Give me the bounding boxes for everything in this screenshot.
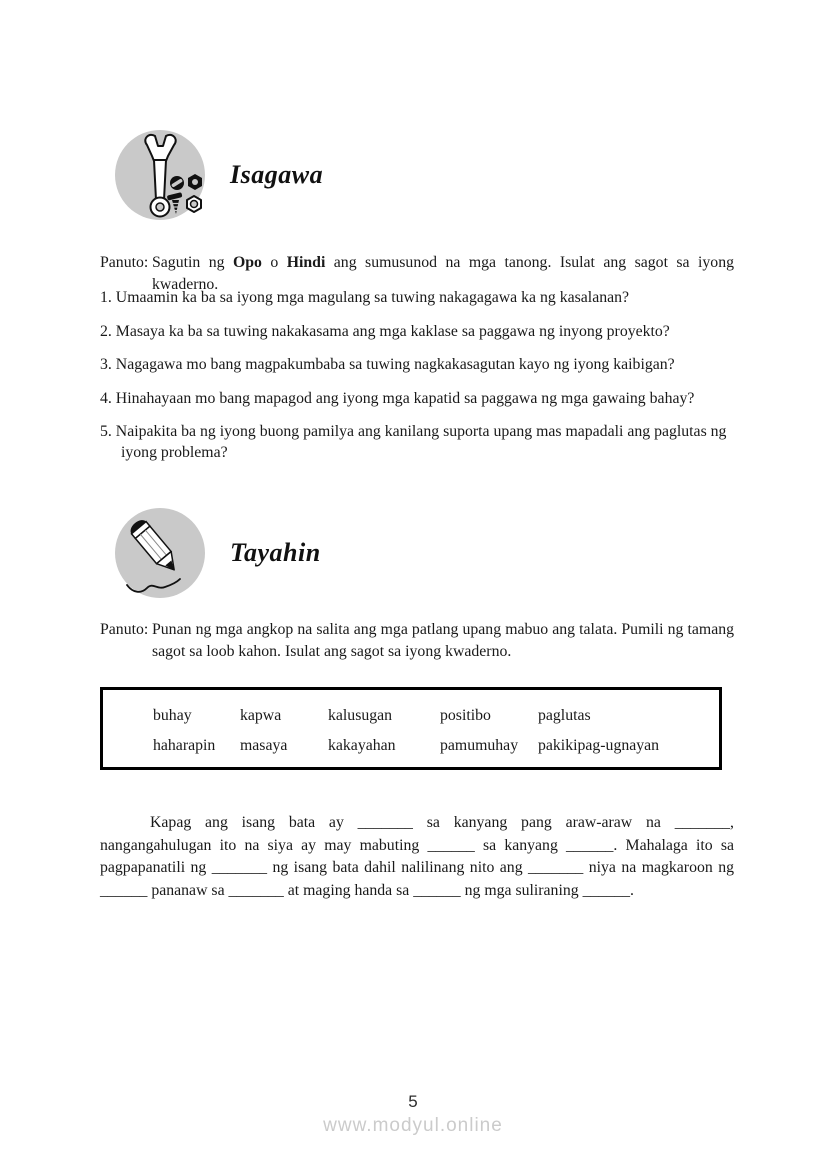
isagawa-header (114, 129, 323, 221)
wrench-and-bolts-icon (114, 129, 206, 221)
page-number: 5 (408, 1092, 418, 1111)
tayahin-header (114, 507, 321, 599)
fill-in-the-blanks-paragraph: Kapag ang isang bata ay _______ sa kanyang pang araw-araw na _______, nangangahulugan ito na siya ay may mabuting ______ sa kanyang ______. Mahalaga ito sa pagpapanatili ng _______ ng isang bata dahil nalilinang nito ang _______ niya na magkaroon ng ______ pananaw sa _______ at maging handa sa ______ ng mga suliraning ______. (100, 814, 734, 899)
word-bank-box (100, 687, 722, 770)
isagawa-instruction: Sagutin ng Opo o Hindi ang sumusunod na mga tanong. Isulat ang sagot sa iyong kwaderno. (152, 254, 734, 293)
question-1: 1. Umaamin ka ba sa iyong mga magulang sa tuwing nakagagawa ka ng kasalanan? (100, 289, 630, 306)
word-item: haharapin (153, 737, 216, 754)
tayahin-panuto (100, 619, 734, 663)
word-bank-row-1 (153, 701, 719, 731)
tayahin-instruction: Punan ng mga angkop na salita ang mga patlang upang mabuo ang talata. Pumili ng tamang sagot sa loob kahon. Isulat ang sagot sa iyong kwaderno. (152, 621, 734, 660)
word-item: kapwa (240, 707, 282, 724)
word-item: positibo (440, 707, 491, 724)
opo-bold: Opo (232, 254, 262, 271)
word-item: paglutas (538, 707, 591, 724)
question-list (100, 287, 740, 476)
panuto-label: Panuto: (100, 621, 149, 638)
word-bank-row-2 (153, 731, 719, 761)
question-5: 5. Naipakita ba ng iyong buong pamilya ang kanilang suporta upang mas mapadali ang paglutas ng iyong problema? (100, 423, 727, 461)
pencil-icon (114, 507, 206, 599)
isagawa-title: Isagawa (230, 160, 324, 189)
question-3: 3. Nagagawa mo bang magpakumbaba sa tuwing nagkakasagutan kayo ng iyong kaibigan? (100, 356, 675, 373)
word-item: kalusugan (328, 707, 393, 724)
word-item: buhay (153, 707, 192, 724)
website-watermark: www.modyul.online (323, 1115, 503, 1136)
word-item: pakikipag-ugnayan (538, 737, 660, 754)
panuto-label: Panuto: (100, 254, 149, 271)
hindi-bold: Hindi (286, 254, 326, 271)
tayahin-title: Tayahin (230, 538, 321, 567)
word-item: pamumuhay (440, 737, 519, 754)
question-4: 4. Hinahayaan mo bang mapagod ang iyong mga kapatid sa paggawa ng mga gawaing bahay? (100, 389, 695, 407)
word-item: kakayahan (328, 737, 396, 754)
word-item: masaya (240, 737, 288, 754)
question-2: 2. Masaya ka ba sa tuwing nakakasama ang mga kaklase sa paggawa ng inyong proyekto? (100, 322, 670, 340)
